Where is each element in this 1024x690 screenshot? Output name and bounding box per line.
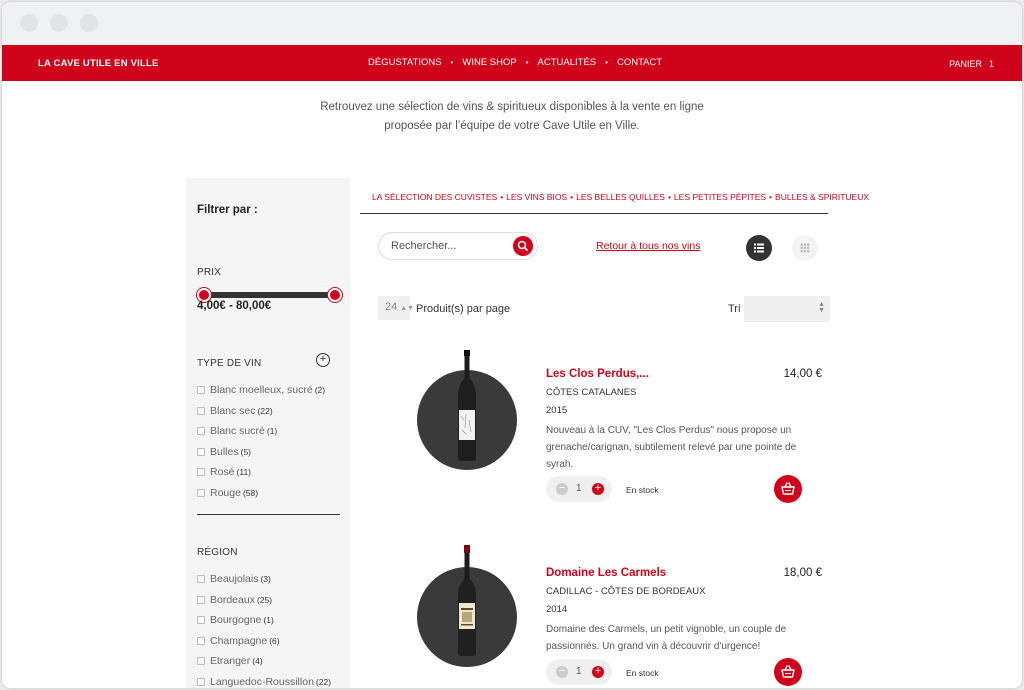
intro-line-1: Retrouvez une sélection de vins & spiritueux disponibles à la vente en ligne — [320, 101, 704, 113]
per-page-value: 24 — [385, 301, 398, 313]
product-price: 14,00 € — [783, 368, 822, 380]
price-range-value: 4,00€ - 80,00€ — [197, 300, 272, 312]
filter-title: Filtrer par : — [197, 204, 258, 216]
minus-icon[interactable]: − — [556, 483, 568, 495]
checkbox[interactable] — [197, 448, 205, 456]
region-list — [197, 569, 331, 688]
region-item[interactable]: Beaujolais (3) — [197, 569, 331, 590]
nav-item-degustations[interactable]: DÉGUSTATIONS — [368, 57, 442, 68]
tab-vins-bios[interactable]: LES VINS BIOS — [506, 192, 568, 202]
product-title[interactable]: Domaine Les Carmels — [546, 567, 667, 579]
checkbox[interactable] — [197, 468, 205, 476]
basket-icon — [774, 658, 802, 686]
plus-icon[interactable]: + — [592, 666, 604, 678]
intro-line-2: proposée par l’équipe de votre Cave Utile en Ville. — [384, 120, 640, 132]
sidebar-divider — [197, 514, 340, 515]
product-description: Nouveau à la CUV, "Les Clos Perdus" nous propose un grenache/carignan, subtilement relevé par une pointe de syrah. — [546, 425, 797, 470]
list-view-button[interactable] — [746, 235, 772, 261]
plus-circle-icon[interactable]: + — [316, 353, 330, 367]
basket-icon — [774, 475, 802, 503]
checkbox[interactable] — [197, 575, 205, 583]
cart-label: PANIER — [949, 59, 982, 69]
product-card — [360, 358, 830, 518]
quantity-value[interactable]: 1 — [576, 483, 582, 494]
filter-sidebar — [186, 178, 350, 688]
nav-separator: • — [525, 58, 529, 67]
quantity-stepper — [546, 476, 612, 502]
checkbox[interactable] — [197, 637, 205, 645]
category-divider — [360, 213, 828, 214]
nav-separator: • — [450, 58, 454, 67]
price-slider-track[interactable] — [204, 292, 334, 298]
wine-type-filter-title: TYPE DE VIN — [197, 358, 262, 369]
cart-count: 1 — [988, 59, 994, 69]
window-maximize-dot[interactable] — [80, 14, 98, 32]
price-slider-max-handle[interactable] — [328, 288, 342, 302]
checkbox[interactable] — [197, 678, 205, 686]
add-to-cart-button[interactable] — [774, 475, 802, 503]
intro-text — [2, 98, 1022, 136]
search-icon — [513, 236, 533, 256]
region-filter-title: RÉGION — [197, 547, 238, 558]
sort-select[interactable] — [744, 296, 830, 322]
checkbox[interactable] — [197, 489, 205, 497]
checkbox[interactable] — [197, 386, 205, 394]
select-arrows-icon: ▲ ▼ — [818, 301, 825, 314]
search-input[interactable] — [391, 240, 506, 252]
add-to-cart-button[interactable] — [774, 658, 802, 686]
wine-type-item[interactable]: Bulles (5) — [197, 442, 325, 463]
product-description: Domaine des Carmels, un petit vignoble, un couple de passionnés. Un grand vin à découvrir d'urgence! — [546, 624, 787, 652]
search-button[interactable] — [513, 236, 533, 256]
product-price: 18,00 € — [783, 567, 822, 579]
product-origin: CADILLAC - CÔTES DE BORDEAUX — [546, 586, 706, 597]
per-page-label: Produit(s) par page — [416, 303, 511, 315]
product-card — [360, 557, 830, 688]
category-tabs: LA SÉLECTION DES CUVISTES • LES VINS BIOS • LES BELLES QUILLES • LES PETITES PÉPITES • BULLES & SPIRITUEUX — [372, 192, 870, 202]
top-navigation-bar — [2, 45, 1022, 81]
browser-window — [2, 2, 1022, 688]
wine-bottle-image[interactable] — [452, 350, 482, 462]
window-close-dot[interactable] — [20, 14, 38, 32]
nav-separator: • — [605, 58, 608, 67]
region-item[interactable]: Languedoc-Roussillon (22) — [197, 672, 331, 689]
wine-type-item[interactable]: Blanc moelleux, sucré (2) — [197, 380, 325, 401]
select-arrows-icon: ▲▼ — [400, 305, 415, 312]
sort-label: Tri — [728, 303, 741, 315]
wine-type-item[interactable]: Rouge (58) — [197, 483, 325, 504]
region-item[interactable]: Bourgogne (1) — [197, 610, 331, 631]
wine-bottle-image[interactable] — [452, 545, 482, 657]
checkbox[interactable] — [197, 427, 205, 435]
checkbox[interactable] — [197, 657, 205, 665]
stock-status: En stock — [626, 485, 659, 495]
wine-type-item[interactable]: Blanc sec (22) — [197, 401, 325, 422]
region-item[interactable]: Champagne (6) — [197, 631, 331, 652]
nav-item-wine-shop[interactable]: WINE SHOP — [462, 57, 517, 68]
tab-selection-cuvistes[interactable]: LA SÉLECTION DES CUVISTES — [372, 192, 498, 202]
tab-petites-pepites[interactable]: LES PETITES PÉPITES — [673, 192, 767, 202]
tab-belles-quilles[interactable]: LES BELLES QUILLES — [576, 192, 665, 202]
region-item[interactable]: Etranger (4) — [197, 651, 331, 672]
search-box — [378, 232, 538, 260]
brand-logo[interactable]: LA CAVE UTILE EN VILLE — [38, 58, 159, 69]
window-chrome — [2, 2, 1022, 45]
minus-icon[interactable]: − — [556, 666, 568, 678]
plus-icon[interactable]: + — [592, 483, 604, 495]
product-title[interactable]: Les Clos Perdus,... — [546, 368, 649, 380]
list-view-icon — [746, 235, 772, 261]
stock-status: En stock — [626, 668, 659, 678]
checkbox[interactable] — [197, 596, 205, 604]
tab-bulles-spiritueux[interactable]: BULLES & SPIRITUEUX — [775, 192, 870, 202]
nav-item-actualites[interactable]: ACTUALITÉS — [537, 57, 597, 68]
product-year: 2015 — [546, 405, 568, 416]
back-to-all-wines-link[interactable]: Retour à tous nos vins — [596, 240, 701, 252]
wine-type-list — [197, 380, 325, 503]
grid-view-button[interactable] — [792, 235, 818, 261]
cart-link[interactable] — [949, 59, 994, 69]
checkbox[interactable] — [197, 407, 205, 415]
product-origin: CÔTES CATALANES — [546, 387, 637, 398]
wine-type-item[interactable]: Rosé (11) — [197, 462, 325, 483]
quantity-stepper — [546, 659, 612, 685]
window-minimize-dot[interactable] — [50, 14, 68, 32]
main-nav — [368, 57, 662, 68]
nav-item-contact[interactable]: CONTACT — [616, 57, 663, 68]
region-item[interactable]: Bordeaux (25) — [197, 590, 331, 611]
grid-view-icon — [792, 235, 818, 261]
quantity-value[interactable]: 1 — [576, 666, 582, 677]
product-year: 2014 — [546, 604, 568, 615]
checkbox[interactable] — [197, 616, 205, 624]
wine-type-item[interactable]: Blanc sucré (1) — [197, 421, 325, 442]
price-filter-title: PRIX — [197, 267, 222, 278]
per-page-select[interactable] — [378, 296, 415, 320]
